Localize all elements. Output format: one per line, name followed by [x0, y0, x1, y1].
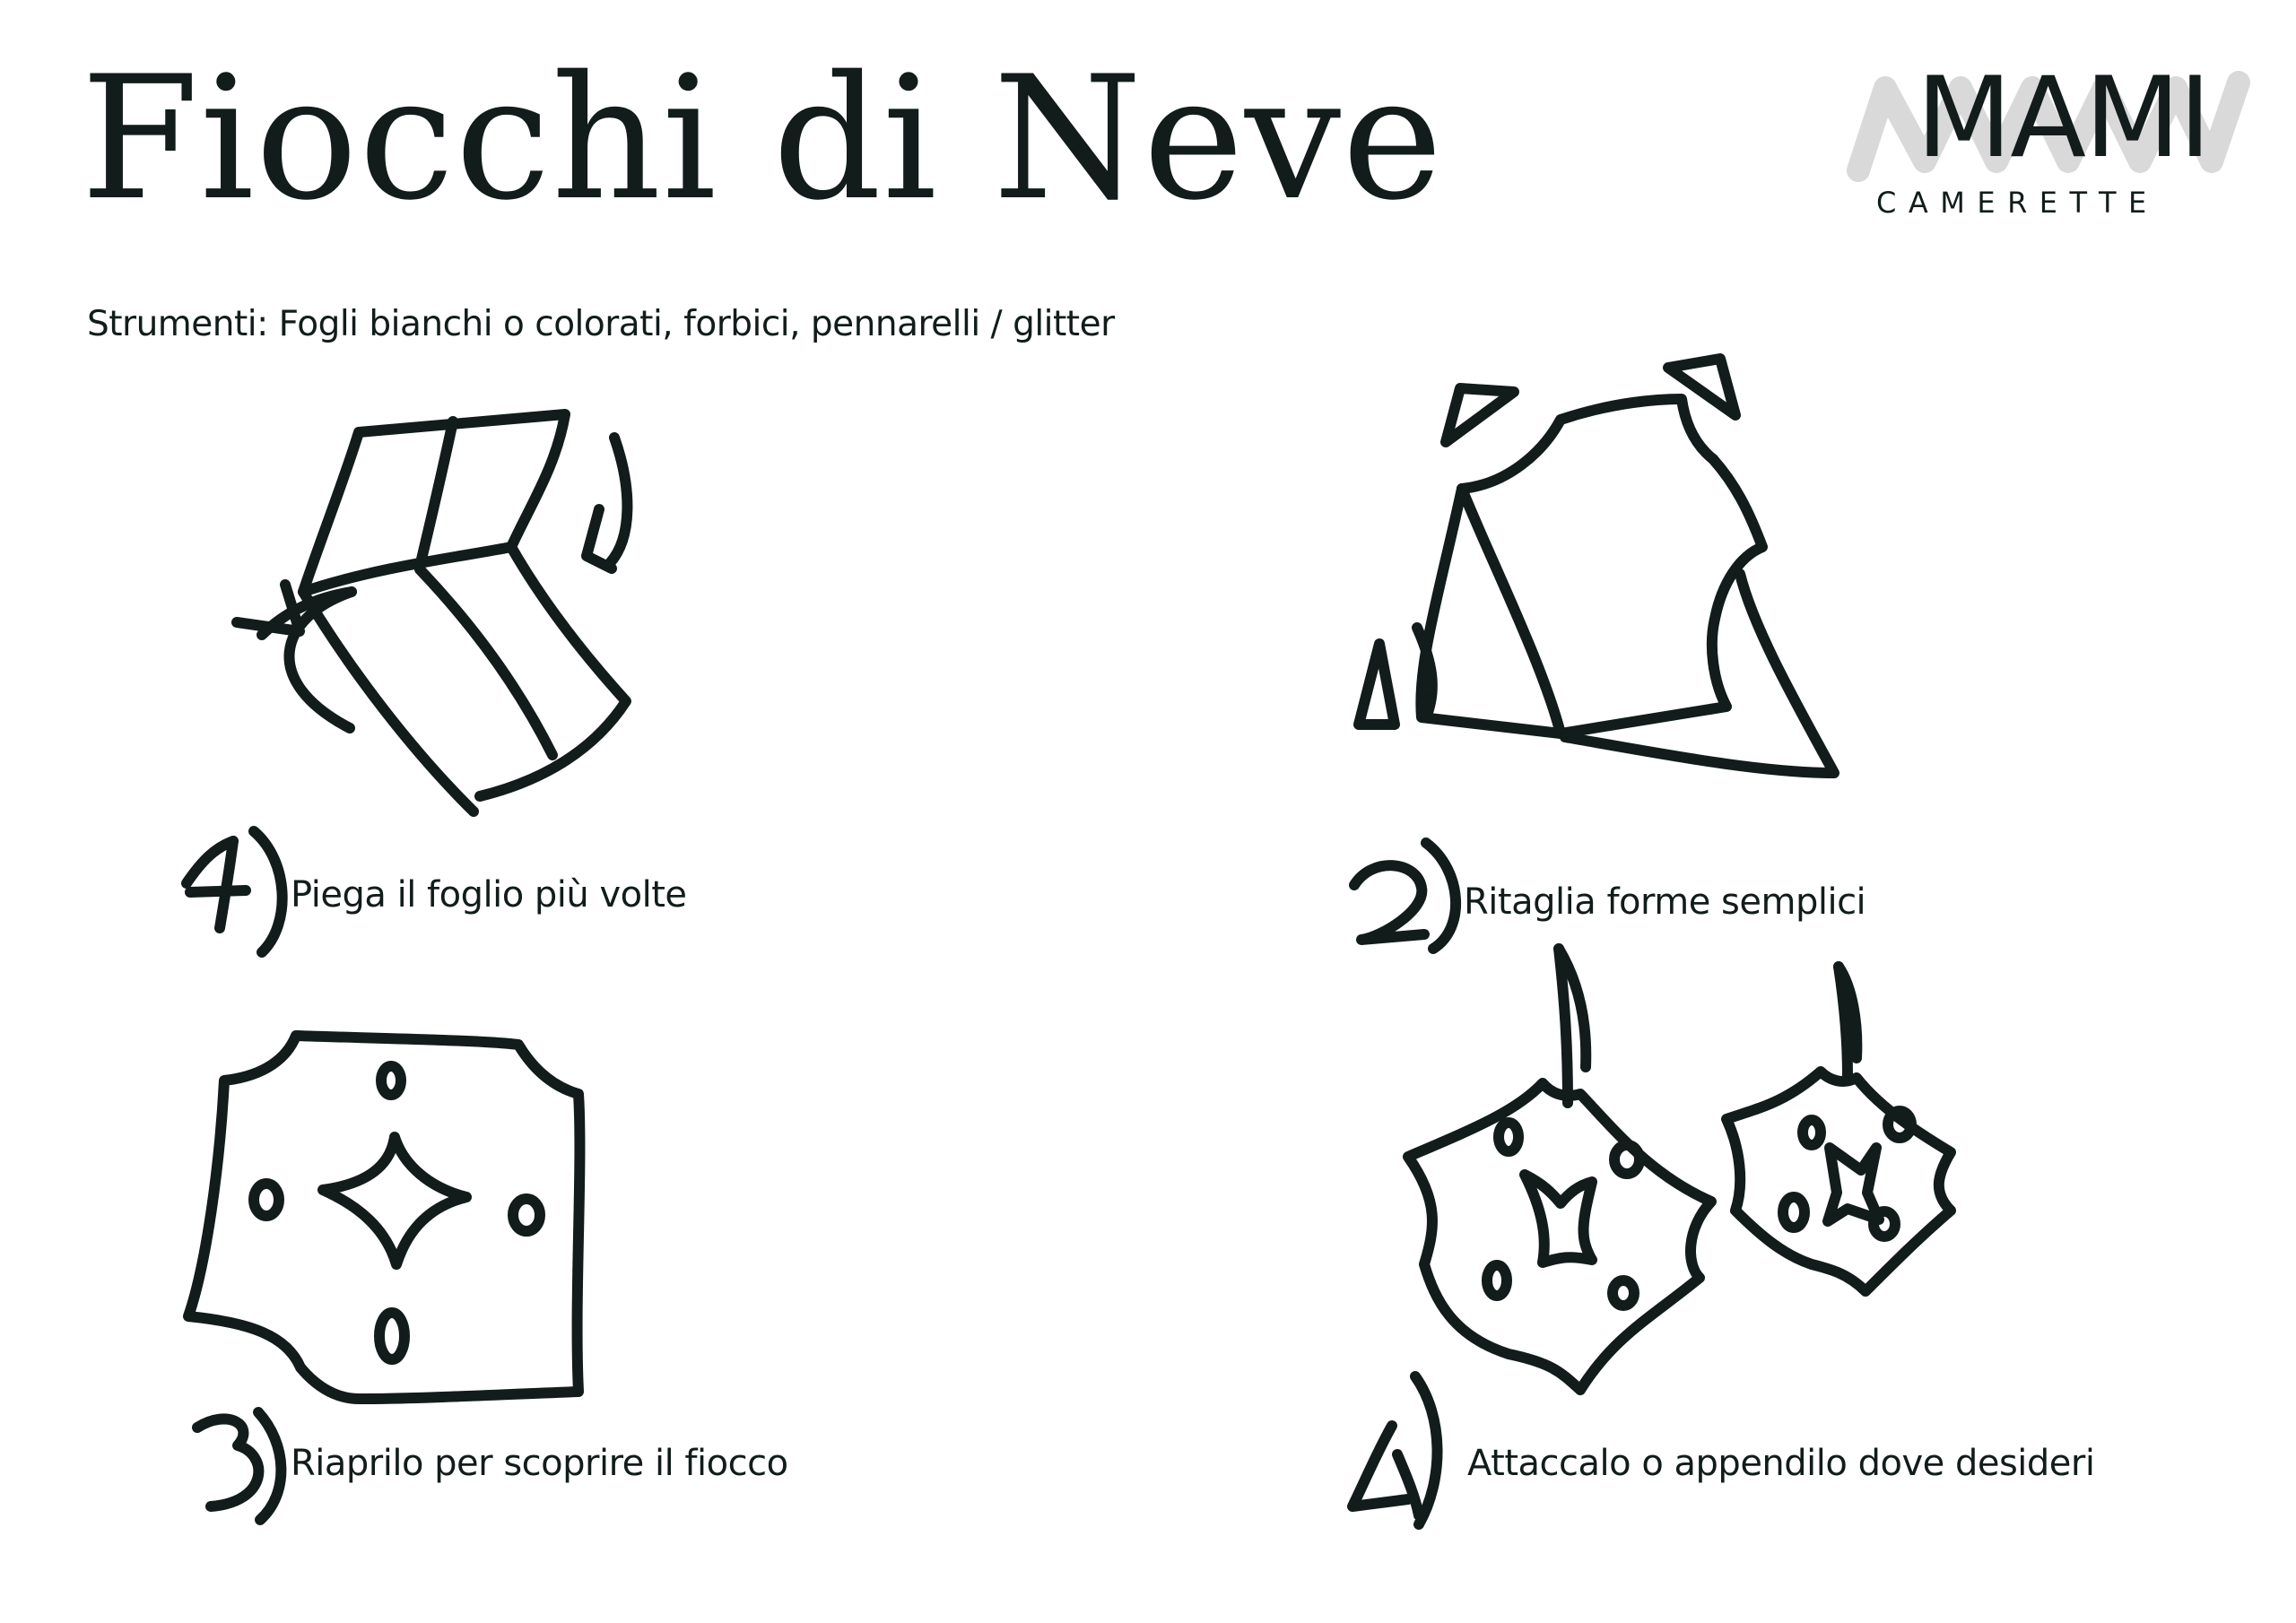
step-3-label: Riaprilo per scoprire il fiocco — [291, 1443, 788, 1484]
step-4-label: Attaccalo o appendilo dove desideri — [1467, 1443, 2095, 1484]
step-2-label: Ritaglia forme semplici — [1464, 881, 1866, 923]
hanging-snowflakes-icon — [1408, 949, 1951, 1390]
logo-subtitle: CAMERETTE — [1876, 186, 2159, 220]
logo-wordmark: MAMI — [1916, 54, 2210, 183]
step-number-4 — [1352, 1376, 1438, 1524]
folded-paper-icon — [237, 414, 627, 812]
step-1-label: Piega il foglio più volte — [291, 874, 687, 916]
cut-paper-icon — [1359, 359, 1834, 773]
step-number-3 — [197, 1412, 281, 1520]
tools-list: Strumenti: Fogli bianchi o colorati, forbici, pennarelli / glitter — [87, 304, 1115, 344]
step-number-1 — [187, 831, 283, 952]
page-title: Fiocchi di Neve — [81, 39, 1444, 238]
step-number-2 — [1354, 843, 1456, 949]
snowflake-icon — [188, 1036, 579, 1399]
